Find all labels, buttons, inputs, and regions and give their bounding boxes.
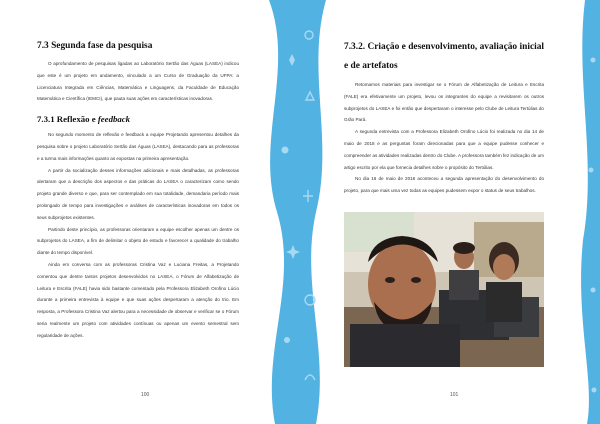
- section-title-7-3-2: 7.3.2. Criação e desenvolvimento, avaliação inicial e de artefatos: [344, 42, 544, 71]
- group-photo: [344, 212, 544, 367]
- paragraph: No segundo momento de reflexão e feedback a equipe Projetando apresentou detalhes da pesquisa sobre o projeto Laboratório Sertão das Águas (LASEA), destacando para as professoras e a turma mais informações quanto as expostas na primeira apresentação.: [37, 132, 239, 161]
- decorative-wave-band-left: [255, 0, 300, 424]
- paragraph: A partir da socialização desses informações adicionais e mais detalhadas, as professoras alertaram que a descrição dos aspectos e das práticas do LASEA o caracterizam como sendo projeto grande diverso e que, para ser contemplado em sua totalidade, demandaria período mais prolongado de tempo para investigações e análises de características inovadoras em todos os seus subprojetos existentes.: [37, 167, 239, 220]
- left-page-text: [37, 39, 239, 342]
- subsection-title-7-3-1: [37, 113, 239, 126]
- decorative-band-right-edge: [575, 0, 600, 424]
- right-page-text: [344, 38, 544, 197]
- section-title-7-3: 7.3 Segunda fase da pesquisa: [37, 41, 153, 51]
- paragraph: Ainda em conversa com as professoras Cristina Vaz e Luciana Freitas, a Projetando comentou que dentre tantos projetos desenvolvidos no LASEA, o Fórum de Alfabetização de Leitura e Escrita (FALE) havia sido bastante comentado pela Professora Elizabeth Orofino Lúcio durante a primeira entrevista à equipe e que suas ações despertaram a atenção do trio. Em resposta, a Professora Cristina Vaz alertou para a necessidade de observar e verificar se o Fórum seria realmente um projeto com atividades contínuas ou apenas um evento semestral sem regularidade de ações.: [37, 261, 239, 338]
- paragraph: No dia 16 de maio de 2018 aconteceu a segunda apresentação do desenvolvimento do projeto, para que mais uma vez todas as equipes pudessem expor o status de seus trabalhos.: [344, 176, 544, 194]
- paragraph: Retomamos materiais para investigar se o Fórum de Alfabetização de Leitura e Escrita (FALE) era efetivamente um projeto, levou os integrantes do equipe a revisitarem os outros subprojetos do LASEA e foi então que despertaram o interesse pelo Clube de Leitura Tertúlias do Grão Pará.: [344, 82, 544, 123]
- subsection-title-emphasis: feedback: [97, 114, 131, 125]
- intro-paragraph: O aprofundamento de pesquisas ligadas ao Laboratório Sertão das Águas (LASEA) indicou que este é um projeto em andamento, vinculado a um Curso de Graduação da UFPA: a Licenciatura Integrada em Ciências, Matemática e Linguagens, da Faculdade de Educação Matemática e Científica (IEMCI), que pauta suas ações em características inovadoras.: [37, 61, 239, 102]
- decorative-wave-band-right: [300, 0, 336, 424]
- subsection-title-prefix: 7.3.1 Reflexão e: [37, 114, 98, 125]
- page-number: 101: [450, 392, 459, 398]
- page-number: 100: [141, 392, 150, 398]
- paragraph: A segunda entrevista com a Professora Elizabeth Orofino Lúcio foi realizada no dia 14 de maio de 2018 e as perguntas foram direcionadas para que a equipe pudesse conhecer e compreender as atividades realizadas dentro do Clube. A professora também fez indicação de um artigo escrito por ela que fornecia detalhes sobre o propósito do Tertúlias.: [344, 129, 544, 170]
- paragraph: Partindo deste princípio, as professoras orientaram a equipe escolher apenas um dentre os subprojetos do LASEA, a fim de delimitar o objeto de estudo e favorecer a qualidade do trabalho diante do tempo disponível.: [37, 226, 239, 256]
